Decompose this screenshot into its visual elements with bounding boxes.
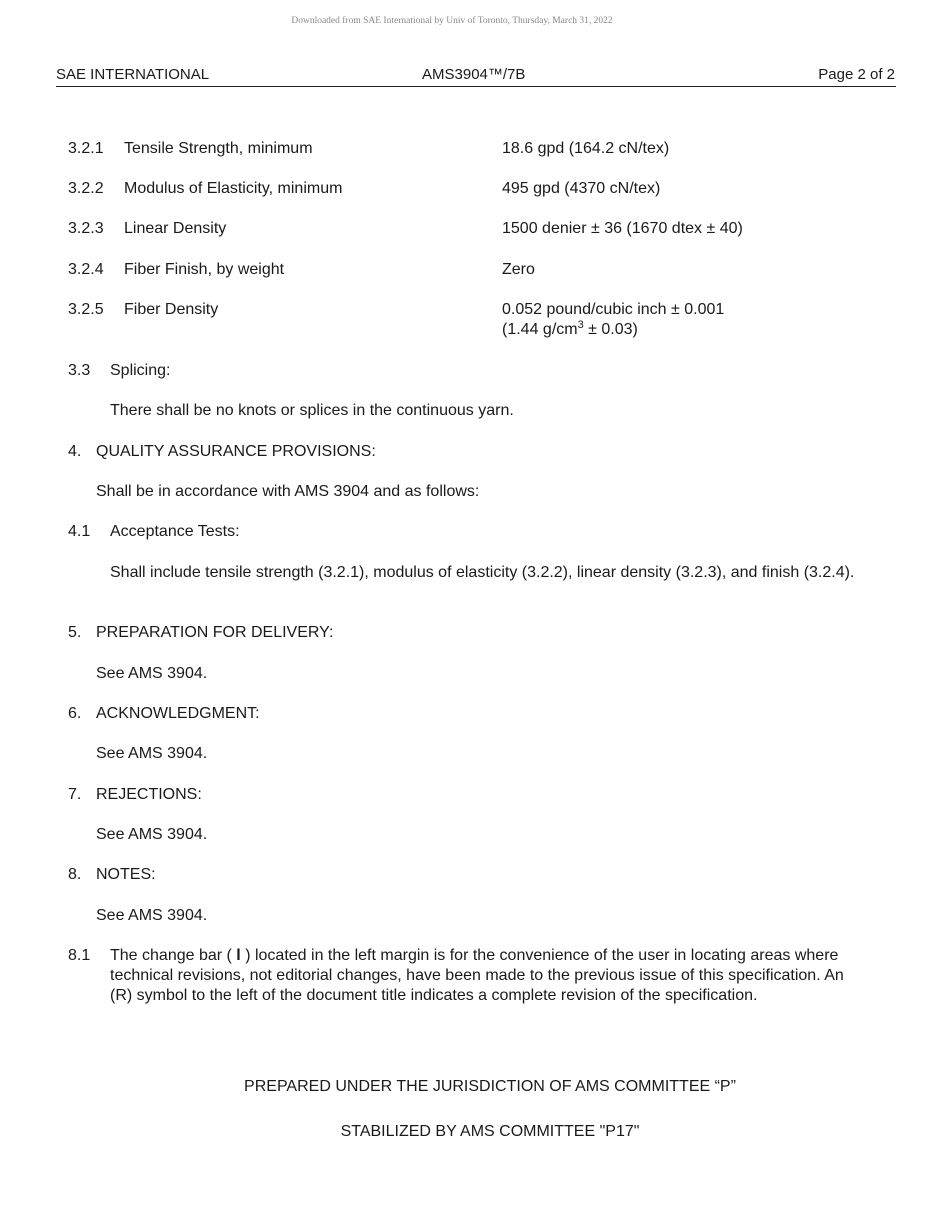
section-number: 8.1 <box>68 947 91 964</box>
header-organization: SAE INTERNATIONAL <box>56 66 210 83</box>
body-text-end: ) located in the left margin is for the convenience of the user in locating areas where technical revisions, not editorial changes, have been made to the previous issue of this specification. An (R) symbol to the left of the document title indicates a complete revision of the specification. <box>110 947 844 1004</box>
property-label: Modulus of Elasticity, minimum <box>124 180 343 197</box>
section-title: NOTES: <box>96 866 156 883</box>
property-value: 495 gpd (4370 cN/tex) <box>502 180 661 197</box>
header-rule <box>56 86 896 87</box>
prepared-statement: PREPARED UNDER THE JURISDICTION OF AMS COMMITTEE “P” <box>244 1078 736 1095</box>
property-value: Zero <box>502 261 535 278</box>
body-text-start: The change bar ( <box>110 947 237 964</box>
section-number: 8. <box>68 866 82 883</box>
property-value: 18.6 gpd (164.2 cN/tex) <box>502 140 670 157</box>
section-title: ACKNOWLEDGMENT: <box>96 705 260 722</box>
value-line2-post: ± 0.03) <box>583 321 638 338</box>
section-number: 3.3 <box>68 362 91 379</box>
property-label: Fiber Density <box>124 301 219 318</box>
property-value <box>502 300 724 340</box>
section-body: See AMS 3904. <box>96 907 208 924</box>
section-title: Splicing: <box>110 362 171 379</box>
section-number: 4. <box>68 443 82 460</box>
stabilized-statement: STABILIZED BY AMS COMMITTEE "P17" <box>340 1123 640 1140</box>
section-title: PREPARATION FOR DELIVERY: <box>96 624 334 641</box>
section-title: Acceptance Tests: <box>110 523 240 540</box>
property-number: 3.2.4 <box>68 261 104 278</box>
section-number: 6. <box>68 705 82 722</box>
section-body: Shall include tensile strength (3.2.1), modulus of elasticity (3.2.2), linear density (3.2.3), and finish (3.2.4). <box>110 564 855 581</box>
section-number: 4.1 <box>68 523 91 540</box>
superscript: 3 <box>577 319 584 331</box>
section-body: Shall be in accordance with AMS 3904 and as follows: <box>96 483 480 500</box>
change-bar-symbol: l <box>236 947 241 964</box>
property-value-line1: 0.052 pound/cubic inch ± 0.001 <box>502 301 725 318</box>
property-number: 3.2.1 <box>68 140 104 157</box>
header-page-number: Page 2 of 2 <box>818 66 895 83</box>
section-number: 5. <box>68 624 82 641</box>
value-line2-pre: (1.44 g/cm <box>502 321 578 338</box>
section-number: 7. <box>68 786 82 803</box>
header-document-id: AMS3904™/7B <box>422 66 526 83</box>
property-value: 1500 denier ± 36 (1670 dtex ± 40) <box>502 220 743 237</box>
section-title: QUALITY ASSURANCE PROVISIONS: <box>96 443 376 460</box>
property-label: Fiber Finish, by weight <box>124 261 285 278</box>
property-value-line2 <box>502 320 724 340</box>
section-body: There shall be no knots or splices in the continuous yarn. <box>110 402 514 419</box>
section-body: See AMS 3904. <box>96 745 208 762</box>
section-body <box>110 946 855 1006</box>
section-body: See AMS 3904. <box>96 665 208 682</box>
property-label: Tensile Strength, minimum <box>124 140 313 157</box>
section-body: See AMS 3904. <box>96 826 208 843</box>
property-number: 3.2.2 <box>68 180 104 197</box>
property-number: 3.2.5 <box>68 301 104 318</box>
property-number: 3.2.3 <box>68 220 104 237</box>
download-watermark: Downloaded from SAE International by Univ of Toronto, Thursday, March 31, 2022 <box>291 16 613 26</box>
property-label: Linear Density <box>124 220 227 237</box>
section-title: REJECTIONS: <box>96 786 202 803</box>
